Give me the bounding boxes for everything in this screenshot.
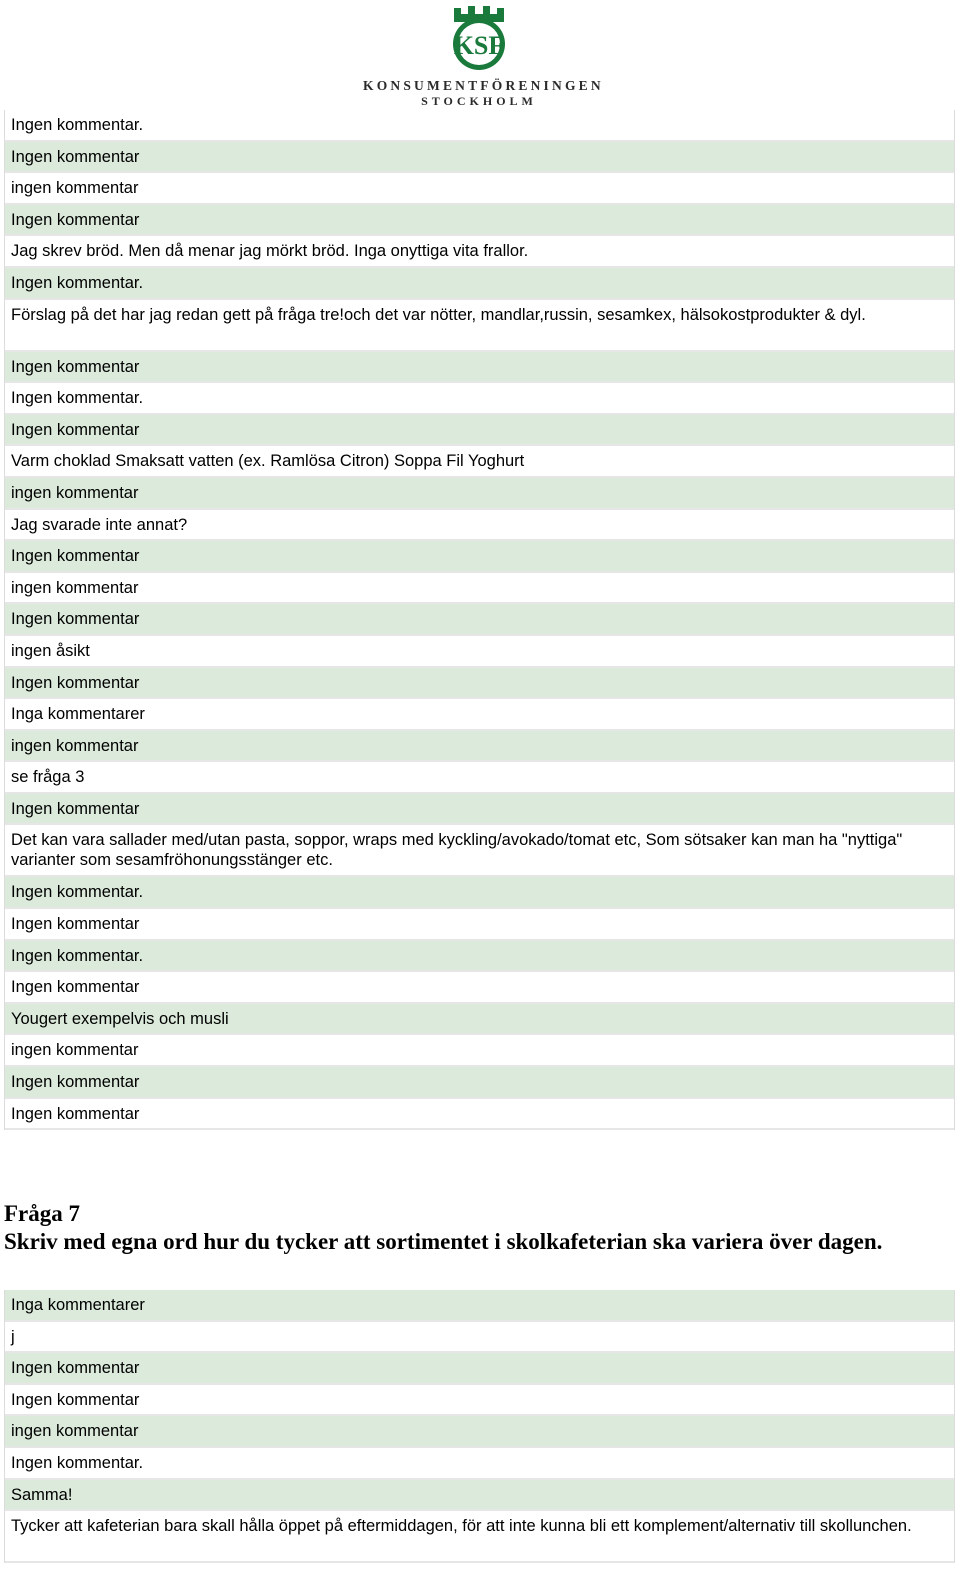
comment-row: ingen kommentar (5, 478, 954, 510)
comment-row: Det kan vara sallader med/utan pasta, soppor, wraps med kyckling/avokado/tomat etc, Som sötsaker kan man ha "nyttiga" varianter som sesamfröhonungsstänger etc. (5, 825, 954, 877)
comment-row: Ingen kommentar (5, 1353, 954, 1385)
comment-row: Yougert exempelvis och musli (5, 1004, 954, 1036)
comment-row: se fråga 3 (5, 762, 954, 794)
comment-row: Ingen kommentar (5, 1385, 954, 1417)
comment-row: Ingen kommentar (5, 205, 954, 237)
comment-row: Varm choklad Smaksatt vatten (ex. Ramlösa Citron) Soppa Fil Yoghurt (5, 446, 954, 478)
comment-row: Inga kommentarer (5, 1290, 954, 1322)
comments-table-1 (4, 110, 955, 1130)
comment-row: Jag svarade inte annat? (5, 510, 954, 542)
comment-row: ingen kommentar (5, 1416, 954, 1448)
comment-row: Ingen kommentar. (5, 1448, 954, 1480)
logo-initials: KSF (453, 31, 505, 60)
comment-row: Ingen kommentar (5, 972, 954, 1004)
question-heading (4, 1200, 882, 1256)
comment-row: Ingen kommentar (5, 142, 954, 174)
comment-row: ingen åsikt (5, 636, 954, 668)
logo-line2: STOCKHOLM (421, 94, 537, 108)
comment-row: ingen kommentar (5, 1035, 954, 1067)
comment-row: Tycker att kafeterian bara skall hålla öppet på eftermiddagen, för att inte kunna bli ett komplement/alternativ till skollunchen. (5, 1511, 954, 1563)
comment-row: Ingen kommentar (5, 415, 954, 447)
comment-row: Ingen kommentar. (5, 268, 954, 300)
comments-table-2 (4, 1290, 955, 1563)
comment-row: Jag skrev bröd. Men då menar jag mörkt bröd. Inga onyttiga vita frallor. (5, 236, 954, 268)
comment-row: j (5, 1322, 954, 1354)
ksf-emblem-icon (444, 0, 514, 76)
logo-line1: KONSUMENTFÖRENINGEN (363, 78, 604, 93)
ksf-logo (363, 0, 604, 110)
comment-row: Ingen kommentar. (5, 877, 954, 909)
comment-row: Ingen kommentar (5, 668, 954, 700)
comment-row: ingen kommentar (5, 173, 954, 205)
comment-row: Ingen kommentar (5, 1067, 954, 1099)
comment-row: Ingen kommentar. (5, 383, 954, 415)
comment-row: Ingen kommentar. (5, 941, 954, 973)
comment-row: ingen kommentar (5, 573, 954, 605)
comment-row: Förslag på det har jag redan gett på fråga tre!och det var nötter, mandlar,russin, sesamkex, hälsokostprodukter & dyl. (5, 300, 954, 352)
comment-row: Ingen kommentar (5, 1099, 954, 1131)
comment-row: Samma! (5, 1480, 954, 1512)
comment-row: ingen kommentar (5, 731, 954, 763)
comment-row: Ingen kommentar (5, 794, 954, 826)
comment-row: Ingen kommentar (5, 352, 954, 384)
comment-row: Ingen kommentar (5, 604, 954, 636)
question-number: Fråga 7 (4, 1201, 81, 1226)
comment-row: Ingen kommentar. (5, 110, 954, 142)
comment-row: Ingen kommentar (5, 541, 954, 573)
comment-row: Inga kommentarer (5, 699, 954, 731)
question-text: Skriv med egna ord hur du tycker att sortimentet i skolkafeterian ska variera över dagen. (4, 1229, 883, 1254)
comment-row: Ingen kommentar (5, 909, 954, 941)
